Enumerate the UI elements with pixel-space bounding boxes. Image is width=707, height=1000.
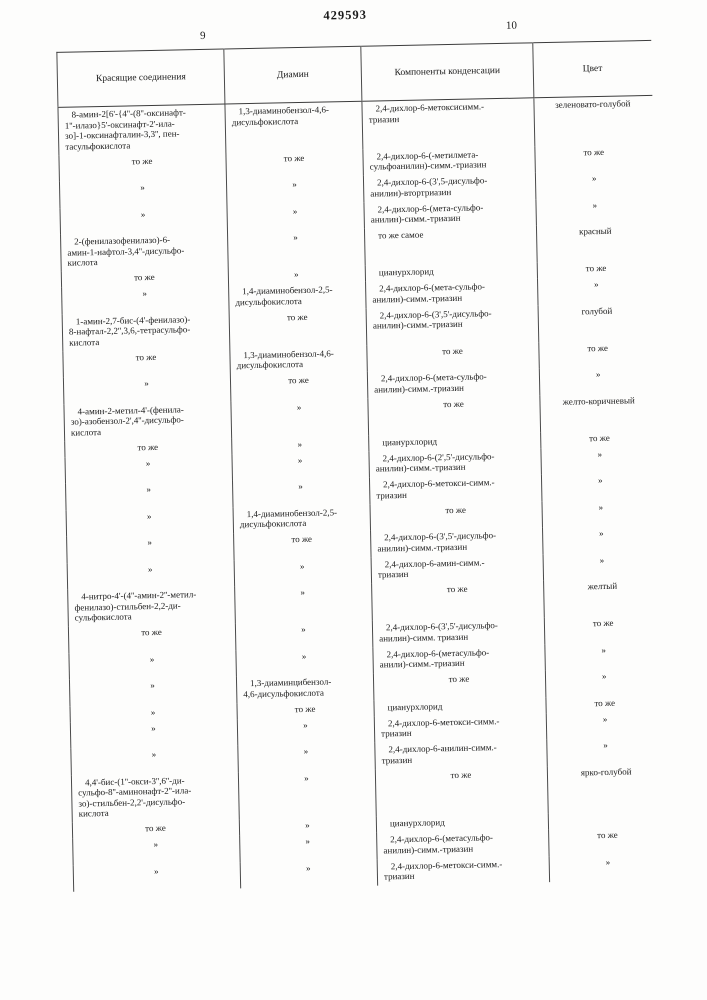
table-cell: 2,4-дихлор-6-метоксисимм.- триазин [362, 98, 535, 149]
page-number-right: 10 [505, 19, 518, 32]
table-cell: » [232, 435, 369, 454]
table-cell: 2,4-дихлор-6-метокси-симм.- триазин [377, 856, 549, 886]
table-cell: » [545, 668, 664, 697]
table-cell: 1,4-диаминобензол-2,5- дисульфокислота [229, 282, 367, 311]
table-cell: то же [535, 143, 654, 172]
table-cell: » [227, 229, 365, 269]
table-cell: » [228, 266, 365, 285]
table-cell: то же [368, 395, 541, 435]
table-cell: » [234, 557, 372, 586]
column-header-color: Цвет [533, 40, 652, 97]
table-cell: цианурхлорид [374, 697, 546, 716]
column-header-diamine: Диамин [224, 46, 362, 104]
table-cell: » [144, 378, 149, 389]
table-cell: 1,3-диаминцибензол- 4,6-дисульфокислота [236, 674, 374, 703]
table-cell: » [146, 510, 152, 521]
table-cell: то же [234, 531, 372, 560]
table-cell: желтый [544, 578, 663, 617]
table-cell: » [239, 817, 376, 836]
table-cell: » [153, 838, 159, 850]
table-cell: » [542, 498, 661, 527]
table-cell: то же [237, 700, 374, 719]
table-cell: 1,3-диаминобензол-4,6- дисульфокислота [230, 345, 368, 374]
table-cell: 2,4-дихлор-6-(мета-сульфо- анилин)-симм.-триазин [364, 199, 536, 229]
table-cell: то же [544, 615, 663, 644]
table-cell: 2,4-дихлор-6-(3',5'-дисульфо- анилин)-симм.-триазин [366, 305, 539, 345]
table-cell: 2,4-дихлор-6-(мета-сульфо- анилин)-симм.-триазин [366, 278, 538, 308]
table-cell: то же [373, 670, 545, 700]
table-cell: » [140, 208, 146, 219]
table-cell: ярко-голубой [547, 763, 666, 813]
table-cell: то же [137, 441, 159, 452]
table-cell: » [151, 749, 157, 760]
table-cell: 2,4-дихлор-6-(-метилмета- сульфоанилин)-симм.-триазин [363, 146, 535, 176]
table-cell: 2,4-дихлор-6-(метасульфо- анили)-симм.-триазин [373, 644, 545, 674]
table-cell: » [240, 833, 378, 862]
table-cell: » [541, 445, 660, 474]
table-cell: 2,4-дихлор-6-(2',5'-дисульфо- анилин)-симм.-триазин [369, 448, 541, 478]
table-cell: » [147, 563, 153, 574]
table-cell: » [237, 716, 375, 745]
table-cell: 2,4-дихлор-6-метокси-симм.- триазин [369, 474, 541, 504]
table-cell: то же [375, 766, 548, 817]
table-cell: то же самое [364, 225, 537, 265]
table-cell: 4-нитро-4'-(4''-амин-2''-метил- фенилазо)-стильбен-2,2-ди- сульфокислота [74, 589, 197, 623]
table-cell: » [238, 769, 376, 819]
table-cell: 2,4-дихлор-6-метокси-симм.- триазин [374, 713, 546, 743]
table-cell: » [549, 853, 668, 882]
table-cell: 2-(фенилазофенилазо)-6- амин-1-нафтол-3,4''-дисульфо- кислота [67, 234, 185, 268]
table-cell: » [146, 484, 151, 495]
table-cell: » [240, 859, 378, 888]
table-cell: 2,4-дихлор-6-(3',5'-дисульфо- анилин)-симм. триазин [372, 617, 544, 647]
table-cell: » [543, 551, 662, 580]
table-cell: » [227, 202, 365, 231]
table-cell: 1,4-диаминобензол-2,5- дисульфокислота [233, 504, 371, 533]
table-cell: » [539, 366, 658, 395]
table-cell: то же [226, 149, 364, 178]
table-cell: » [232, 451, 370, 480]
table-cell: 2,4-дихлор-6-анилин-симм.- триазин [375, 739, 547, 769]
table-cell: 4,4'-бис-(1''-окси-3'',6''-ди- сульфо-8''-аминонафт-2''-ила- зо)-стильбен-2,2'-дисульфо- кислота [78, 774, 192, 819]
table-cell: » [546, 710, 665, 739]
table-cell: » [226, 176, 364, 205]
column-header-condensation-components: Компоненты конденсации [361, 43, 534, 101]
page-number-left: 9 [199, 29, 206, 42]
table-cell: то же [367, 342, 539, 372]
table-cell: то же [546, 694, 664, 712]
table-cell: то же [135, 351, 157, 362]
table-cell: » [142, 288, 148, 299]
column-header-coloring-compounds: Красящие соединения [57, 49, 225, 107]
table-cell: желто-коричневый [540, 392, 659, 431]
compounds-table [56, 40, 667, 892]
table-cell: » [545, 641, 664, 670]
table-cell: » [537, 276, 656, 305]
table-cell: » [149, 653, 155, 664]
table-cell: » [150, 680, 155, 691]
table-cell: » [231, 398, 369, 438]
table-cell: то же [537, 260, 655, 278]
table-cell: то же [145, 822, 166, 834]
table-cell: цианурхлорид [365, 262, 537, 281]
table-cell: » [145, 457, 151, 468]
table-cell: » [236, 647, 374, 676]
table-cell: 2,4-дихлор-6-(3',5-дисульфо- анилин)-втортриазин [363, 172, 535, 202]
table-cell: красный [536, 223, 655, 262]
table-cell: то же [141, 626, 162, 638]
table-cell: то же [549, 827, 668, 856]
table-cell: » [542, 525, 661, 554]
table-cell: » [150, 706, 156, 717]
table-cell: » [232, 478, 370, 507]
table-cell: цианурхлорид [376, 813, 548, 832]
table-cell: » [151, 722, 156, 733]
table-cell: 4-амин-2-метил-4'-(фенила- зо)-азобензол-2',4''-дисульфо- кислота [70, 403, 184, 438]
table-cell: » [238, 743, 376, 772]
table-cell: голубой [538, 302, 657, 341]
table-cell: то же [541, 429, 659, 447]
table-cell: то же [133, 271, 155, 283]
table-cell: то же [229, 308, 367, 348]
table-cell: 2,4-дихлор-6-(метасульфо- анилин)-симм.-триазин [377, 829, 549, 859]
table-cell: то же [372, 580, 545, 620]
table-cell: 2,4-дихлор-6-(3',5'-дисульфо- анилин)-симм.-триазин [371, 527, 543, 557]
table-cell: 8-амин-2[6'-{4''-(8''-оксинафт- 1''-илазо}5'-оксинафт-2'-ила- зо]-1-оксинафталин-3,3'', пен- тасульфокислота [64, 107, 186, 152]
table-cell: » [541, 472, 660, 501]
patent-number: 429593 [323, 7, 368, 23]
table-cell: » [147, 537, 153, 548]
table-cell: то же [539, 339, 658, 368]
table-cell: 1-амин-2,7-бис-(4'-фенилазо)- 8-нафтал-2,2'',3,6,-тетрасульфо- кислота [68, 313, 191, 348]
table-cell: 2,4-дихлор-6-(мета-сульфо- анилин)-симм.-триазин [367, 368, 539, 398]
table-cell: » [547, 737, 666, 766]
table-cell: 2,4-дихлор-6-амин-симм.- триазин [371, 554, 543, 584]
table-cell: то же [230, 372, 368, 401]
table-cell: 1,3-диаминобензол-4,6- дисульфокислота [225, 101, 363, 152]
table-cell: » [535, 170, 654, 199]
table-cell: зеленовато-голубой [534, 95, 653, 145]
table-cell: » [536, 196, 655, 225]
table-cell: то же [370, 501, 542, 531]
table-cell: цианурхлорид [369, 432, 541, 451]
table-cell: » [235, 584, 373, 624]
table-cell: » [140, 182, 145, 193]
table-cell: » [153, 865, 159, 876]
table-body [58, 95, 668, 891]
table-cell: » [235, 621, 373, 650]
table-cell: то же [131, 155, 153, 166]
